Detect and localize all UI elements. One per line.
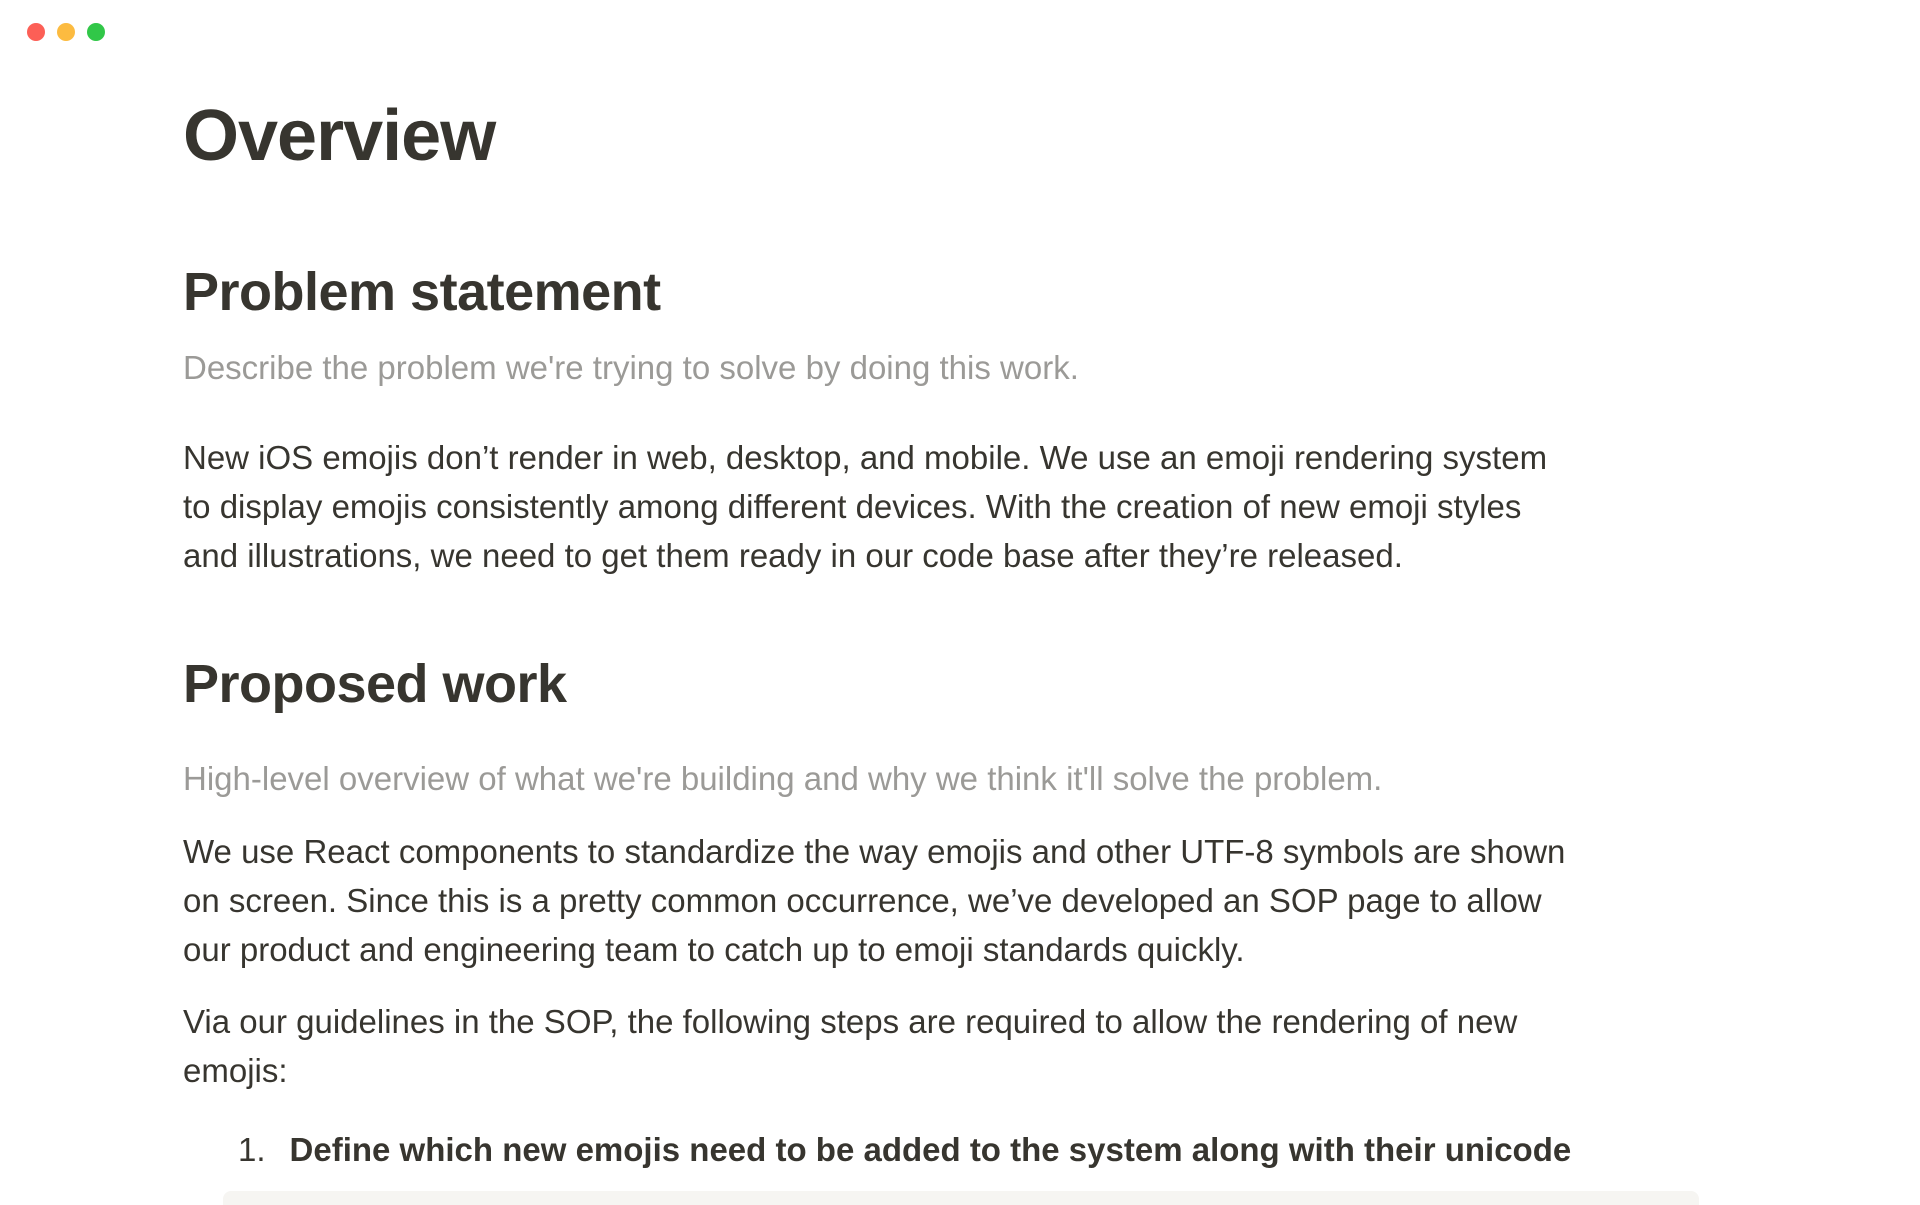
window-controls xyxy=(27,23,105,41)
numbered-list-item xyxy=(238,1125,1571,1174)
text-line: Via our guidelines in the SOP, the following steps are required to allow the rendering of new xyxy=(183,1003,1518,1040)
list-item-marker: 1. xyxy=(238,1131,266,1168)
text-line: New iOS emojis don’t render in web, desktop, and mobile. We use an emoji rendering system xyxy=(183,439,1548,476)
paragraph-guidelines xyxy=(183,997,1517,1095)
text-line: We use React components to standardize the way emojis and other UTF-8 symbols are shown xyxy=(183,833,1566,870)
text-line: our product and engineering team to catch up to emoji standards quickly. xyxy=(183,931,1245,968)
page-title: Overview xyxy=(183,96,496,176)
paragraph-problem xyxy=(183,433,1547,580)
section-heading-problem-statement: Problem statement xyxy=(183,262,661,322)
window-maximize-button[interactable] xyxy=(87,23,105,41)
section-placeholder-text: Describe the problem we're trying to solve by doing this work. xyxy=(183,349,1079,386)
section-heading-proposed-work: Proposed work xyxy=(183,654,567,714)
paragraph-proposed-work xyxy=(183,827,1565,974)
text-line: to display emojis consistently among different devices. With the creation of new emoji styles xyxy=(183,488,1522,525)
window-close-button[interactable] xyxy=(27,23,45,41)
text-line: on screen. Since this is a pretty common occurrence, we’ve developed an SOP page to allow xyxy=(183,882,1542,919)
cropped-code-block xyxy=(223,1191,1699,1205)
section-placeholder-text: High-level overview of what we're building and why we think it'll solve the problem. xyxy=(183,760,1383,797)
text-line: and illustrations, we need to get them ready in our code base after they’re released. xyxy=(183,537,1403,574)
window-minimize-button[interactable] xyxy=(57,23,75,41)
text-line: emojis: xyxy=(183,1052,288,1089)
list-item-text: Define which new emojis need to be added to the system along with their unicode xyxy=(289,1131,1572,1168)
